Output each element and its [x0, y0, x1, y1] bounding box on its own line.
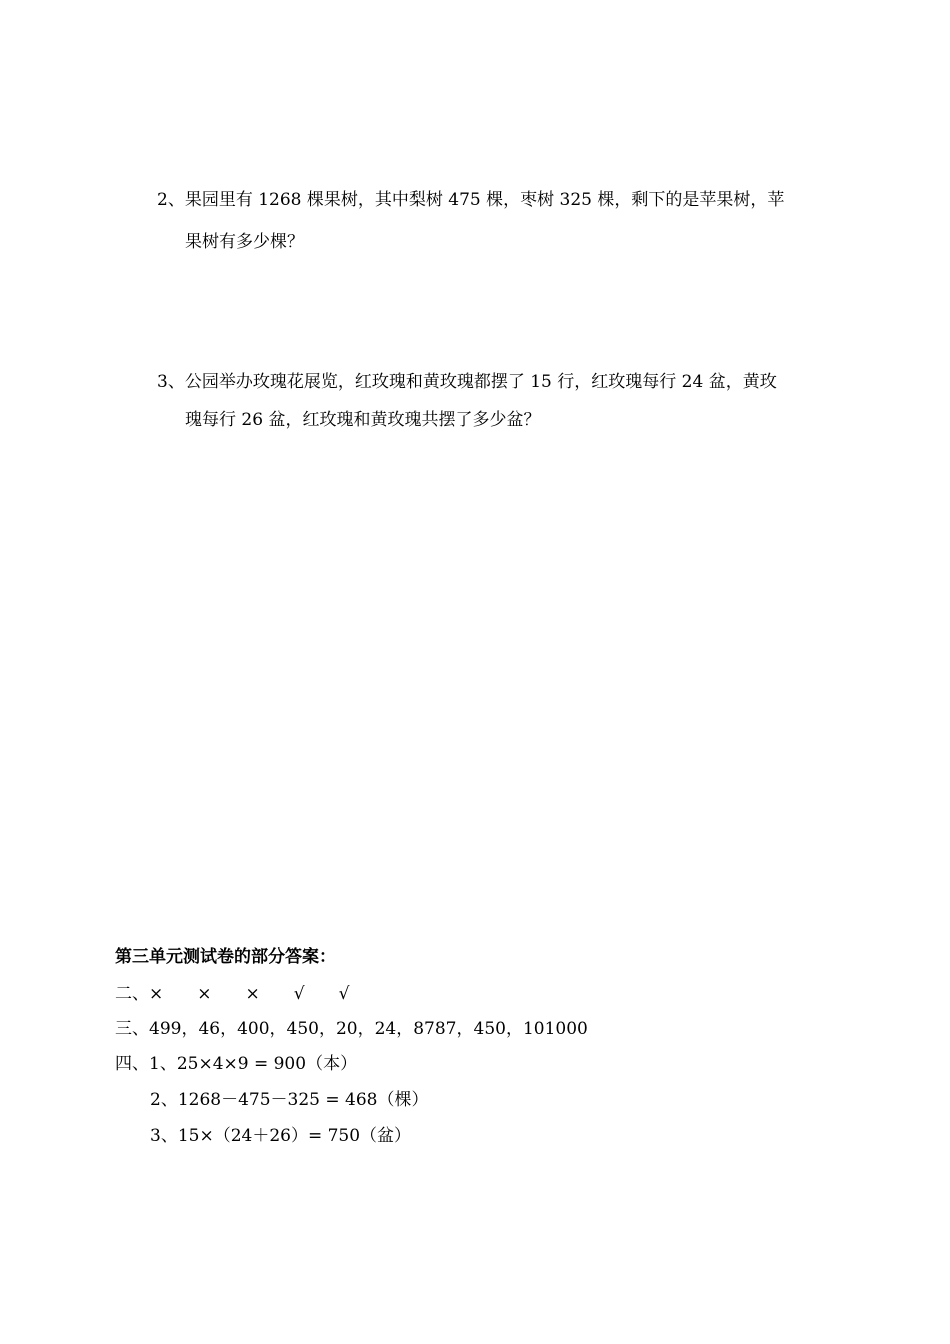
answer-title: 第三单元测试卷的部分答案： — [115, 947, 336, 967]
question-3-line-2: 瑰每行 26 盆，红玫瑰和黄玫瑰共摆了多少盆？ — [185, 410, 541, 430]
answer-line: 二、× × × √ √ — [115, 984, 350, 1004]
answer-line: 2、1268－475－325 = 468（棵） — [150, 1090, 429, 1110]
question-2-line-2: 果树有多少棵？ — [185, 232, 304, 252]
answer-line: 三、499，46，400，450，20，24，8787，450，101000 — [115, 1019, 588, 1039]
answer-line: 四、1、25×4×9 = 900（本） — [115, 1054, 358, 1074]
answer-line: 3、15×（24＋26）= 750（盆） — [150, 1126, 412, 1146]
question-3-line-1: 3、公园举办玫瑰花展览，红玫瑰和黄玫瑰都摆了 15 行，红玫瑰每行 24 盆，黄玫 — [157, 372, 777, 392]
question-2-line-1: 2、果园里有 1268 棵果树，其中梨树 475 棵，枣树 325 棵，剩下的是苹果树，苹 — [157, 190, 785, 210]
